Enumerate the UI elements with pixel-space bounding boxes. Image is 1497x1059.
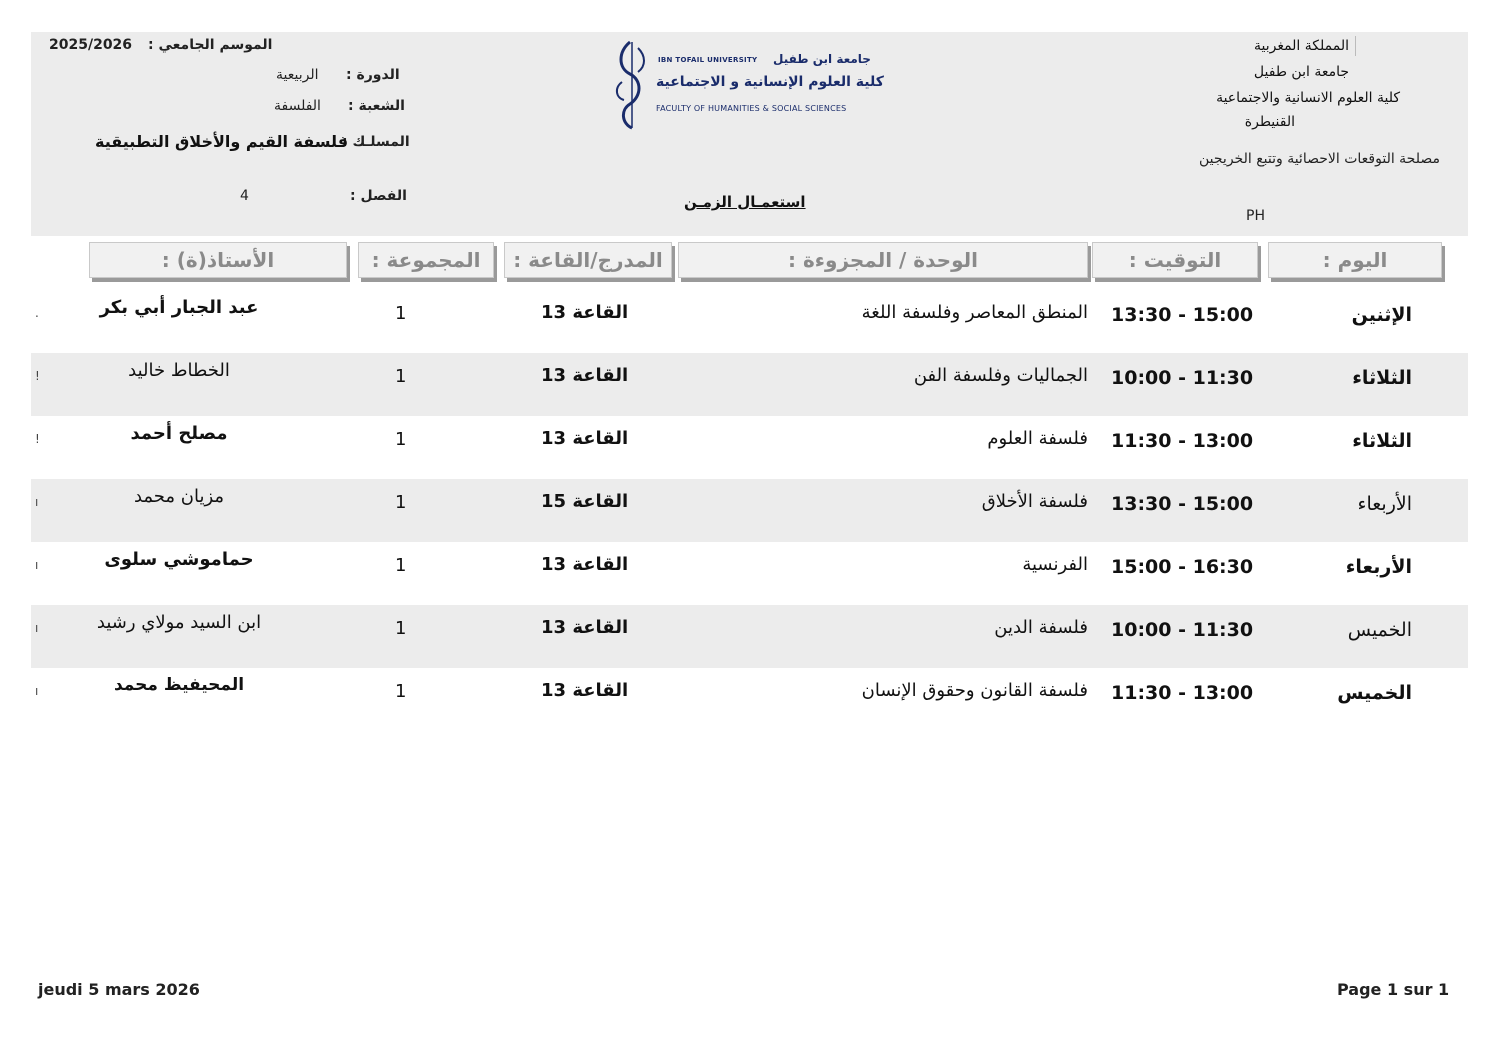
table-row xyxy=(31,542,1468,605)
table-row xyxy=(31,353,1468,416)
row-group: 1 xyxy=(395,429,407,450)
column-header-time: التوقيت : xyxy=(1092,242,1258,278)
row-group: 1 xyxy=(395,492,407,513)
faculty-label: كلية العلوم الانسانية والاجتماعية xyxy=(1216,90,1400,106)
logo-english-bottom: FACULTY OF HUMANITIES & SOCIAL SCIENCES xyxy=(656,104,847,113)
service-label: مصلحة التوقعات الاحصائية وتتبع الخريجين xyxy=(1199,151,1440,167)
row-professor: عبد الجبار أبي بكر xyxy=(99,297,259,318)
logo-arabic-top: جامعة ابن طفيل xyxy=(773,52,871,66)
row-professor: المحيفيظ محمد xyxy=(113,675,245,695)
row-module: فلسفة القانون وحقوق الإنسان xyxy=(861,680,1088,701)
row-group: 1 xyxy=(395,618,407,639)
row-edge-mark: ı xyxy=(35,684,39,698)
track-label: المسلـك : xyxy=(342,134,410,150)
row-day: الخميس xyxy=(1347,619,1412,641)
row-time: 11:30 - 13:00 xyxy=(1111,430,1254,452)
column-header-module: الوحدة / المجزوءة : xyxy=(678,242,1088,278)
row-room: القاعة 13 xyxy=(541,302,629,323)
semester-label: الفصل : xyxy=(350,188,407,204)
row-time: 10:00 - 11:30 xyxy=(1111,619,1254,641)
row-time: 11:30 - 13:00 xyxy=(1111,682,1254,704)
row-professor: حماموشي سلوى xyxy=(104,549,254,570)
row-room: القاعة 13 xyxy=(541,680,629,701)
table-row xyxy=(31,605,1468,668)
row-module: المنطق المعاصر وفلسفة اللغة xyxy=(861,302,1088,323)
row-module: فلسفة الدين xyxy=(994,617,1088,638)
column-header-professor: الأستاذ(ة) : xyxy=(89,242,347,278)
university-label: جامعة ابن طفيل xyxy=(1253,64,1349,80)
row-module: الجماليات وفلسفة الفن xyxy=(913,365,1088,386)
row-time: 10:00 - 11:30 xyxy=(1111,367,1254,389)
footer-page-number: Page 1 sur 1 xyxy=(1337,980,1450,999)
row-time: 13:30 - 15:00 xyxy=(1111,304,1254,326)
season-value: 2025/2026 xyxy=(49,37,133,53)
row-edge-mark: ı xyxy=(35,621,39,635)
ph-mark: PH xyxy=(1246,208,1265,224)
row-room: القاعة 13 xyxy=(541,617,629,638)
row-group: 1 xyxy=(395,681,407,702)
row-day: الثلاثاء xyxy=(1352,367,1412,389)
header-divider xyxy=(1355,36,1356,56)
logo-english-top: IBN TOFAIL UNIVERSITY xyxy=(658,56,758,64)
session-label: الدورة : xyxy=(346,67,400,83)
logo-emblem-icon xyxy=(608,38,656,132)
column-header-day: اليوم : xyxy=(1268,242,1442,278)
season-label: الموسم الجامعي : xyxy=(148,37,273,53)
row-time: 15:00 - 16:30 xyxy=(1111,556,1254,578)
row-professor: الخطاط خاليد xyxy=(128,360,230,381)
table-row xyxy=(31,668,1468,731)
university-logo xyxy=(608,38,884,132)
logo-arabic-main: كلية العلوم الإنسانية و الاجتماعية xyxy=(656,74,884,90)
row-module: الفرنسية xyxy=(1022,554,1088,575)
row-room: القاعة 13 xyxy=(541,428,629,449)
table-row xyxy=(31,416,1468,479)
row-day: الخميس xyxy=(1337,682,1412,704)
row-group: 1 xyxy=(395,366,407,387)
row-room: القاعة 13 xyxy=(541,365,629,386)
row-day: الأربعاء xyxy=(1345,556,1412,578)
table-row xyxy=(31,290,1468,353)
row-professor: ابن السيد مولاي رشيد xyxy=(96,612,262,633)
semester-value: 4 xyxy=(240,188,249,204)
track-value: فلسفة القيم والأخلاق التطبيقية xyxy=(95,132,349,151)
row-edge-mark: ı xyxy=(35,495,39,509)
row-room: القاعة 13 xyxy=(541,554,629,575)
row-module: فلسفة العلوم xyxy=(987,428,1088,449)
kingdom-label: المملكة المغربية xyxy=(1253,38,1349,54)
branch-value: الفلسفة xyxy=(274,98,321,114)
row-room: القاعة 15 xyxy=(541,491,629,512)
row-group: 1 xyxy=(395,555,407,576)
footer-date: jeudi 5 mars 2026 xyxy=(38,980,200,999)
session-value: الربيعية xyxy=(276,67,319,83)
document-title: استعمـال الزمـن xyxy=(684,193,806,211)
row-professor: مصلح أحمد xyxy=(130,423,228,444)
row-day: الإثنين xyxy=(1351,304,1412,326)
row-professor: مزيان محمد xyxy=(133,486,225,507)
row-day: الأربعاء xyxy=(1357,493,1412,515)
row-edge-mark: . xyxy=(35,306,39,320)
city-label: القنيطرة xyxy=(1244,114,1295,130)
row-group: 1 xyxy=(395,303,407,324)
row-module: فلسفة الأخلاق xyxy=(981,491,1088,512)
table-row xyxy=(31,479,1468,542)
row-edge-mark: ! xyxy=(35,432,40,446)
branch-label: الشعبة : xyxy=(348,98,405,114)
row-day: الثلاثاء xyxy=(1352,430,1412,452)
column-header-group: المجموعة : xyxy=(358,242,494,278)
row-edge-mark: ı xyxy=(35,558,39,572)
row-time: 13:30 - 15:00 xyxy=(1111,493,1254,515)
column-header-room: المدرج/القاعة : xyxy=(504,242,672,278)
row-edge-mark: ! xyxy=(35,369,40,383)
